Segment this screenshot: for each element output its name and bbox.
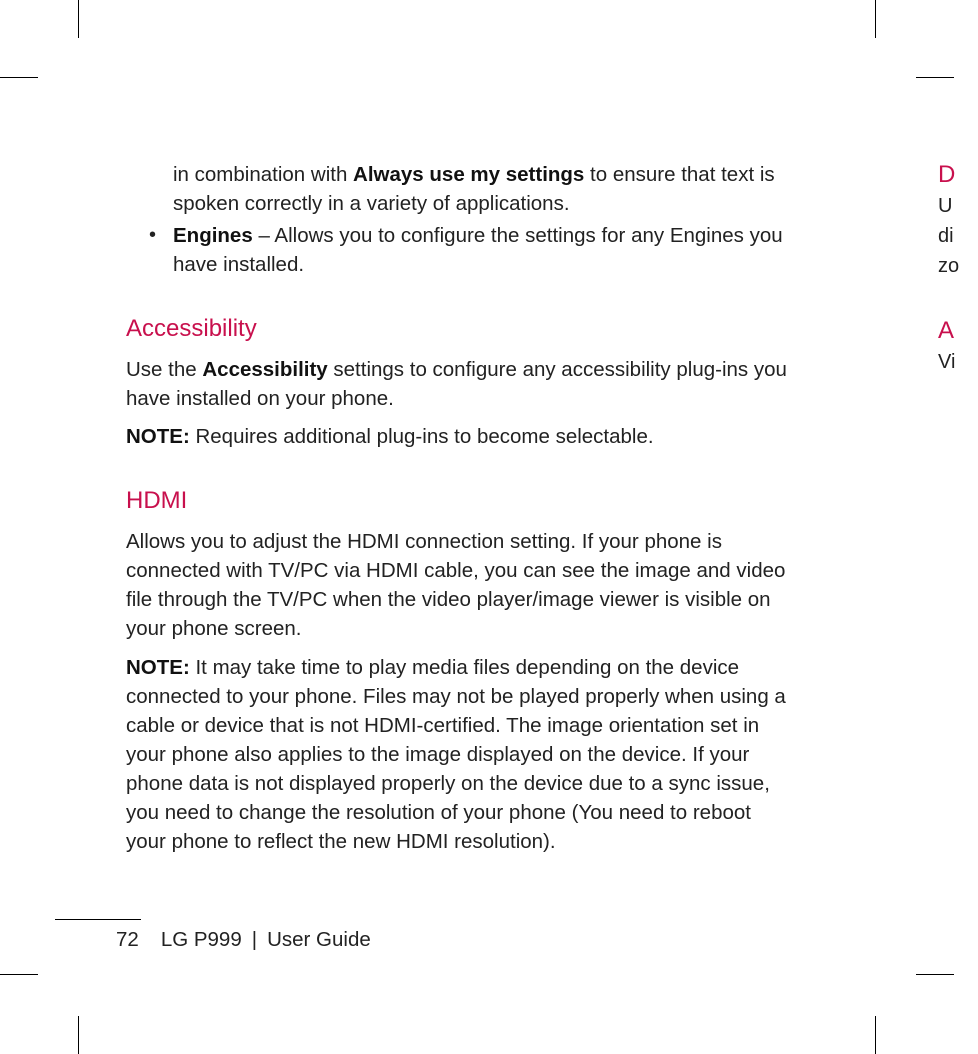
- accessibility-text-continued: settings to configure any accessibility plug-ins you have installed on your phone.: [126, 358, 787, 410]
- right-page-line: zo: [938, 255, 960, 277]
- page-number: 72: [116, 928, 139, 951]
- right-page-line: U: [938, 195, 953, 217]
- engines-term: Engines: [173, 224, 253, 247]
- right-page-heading: D: [938, 161, 956, 188]
- right-page-line: di: [938, 225, 954, 247]
- accessibility-note: [126, 422, 816, 451]
- always-use-my-settings-term: Always use my settings: [353, 163, 585, 186]
- note-text: Requires additional plug-ins to become selectable.: [189, 425, 654, 448]
- hdmi-paragraph: Allows you to adjust the HDMI connection setting. If your phone is connected with TV/PC via HDMI cable, you can see the image and video file through the TV/PC when the video player/image viewer is visible on your phone screen.: [126, 530, 786, 640]
- crop-mark-right-upper: [916, 77, 954, 78]
- bullet-icon: •: [149, 224, 157, 246]
- crop-mark-left-upper: [0, 77, 38, 78]
- right-page-line: Vi: [938, 351, 956, 373]
- crop-mark-top-left: [78, 0, 79, 38]
- accessibility-paragraph: [126, 355, 806, 413]
- crop-mark-right-lower: [916, 974, 954, 975]
- note-label: NOTE:: [126, 656, 190, 679]
- engines-bullet-item: [173, 221, 813, 279]
- note-text: It may take time to play media files depending on the device connected to your phone. Files may not be played properly when using a cable or device that is not HDMI-certified. The image orientation set in your phone also applies to the image displayed on the device. If your phone data is not displayed properly on the device due to a sync issue, you need to change the resolution of your phone (You need to reboot your phone to reflect the new HDMI resolution).: [126, 656, 786, 853]
- footer-rule: [55, 919, 141, 920]
- guide-title: User Guide: [267, 928, 371, 951]
- intro-text: in combination with: [173, 163, 354, 186]
- intro-paragraph: [173, 160, 793, 218]
- note-label: NOTE:: [126, 425, 190, 448]
- right-page-fragment: [938, 160, 978, 377]
- crop-mark-left-lower: [0, 974, 38, 975]
- page-footer: [116, 926, 371, 954]
- accessibility-heading: Accessibility: [126, 315, 257, 342]
- accessibility-text: Use the: [126, 358, 203, 381]
- right-page-heading: A: [938, 317, 955, 344]
- intro-text-continued: to ensure that text is spoken correctly in a variety of applications.: [173, 163, 775, 215]
- crop-mark-bottom-left: [78, 1016, 79, 1054]
- hdmi-heading: HDMI: [126, 487, 188, 514]
- engines-description: – Allows you to configure the settings for any Engines you have installed.: [173, 224, 783, 276]
- model-name: LG P999: [160, 928, 242, 951]
- hdmi-note: [126, 653, 794, 856]
- crop-mark-bottom-right: [875, 1016, 876, 1054]
- footer-separator: |: [251, 928, 258, 951]
- accessibility-term: Accessibility: [202, 358, 328, 381]
- crop-mark-top-right: [875, 0, 876, 38]
